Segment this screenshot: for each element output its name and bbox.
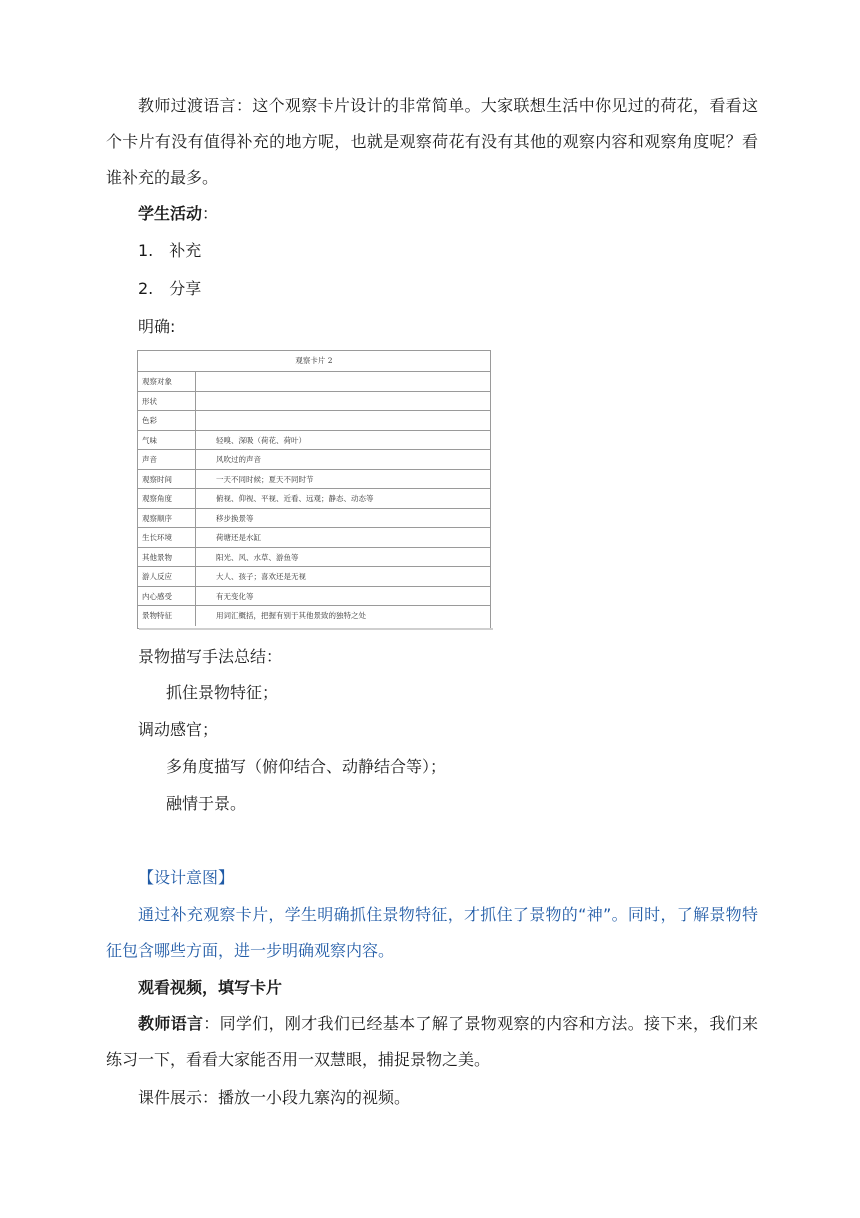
card-key: 观察顺序 <box>138 509 196 528</box>
card-shadow <box>139 628 493 630</box>
summary-item: 抓住景物特征； <box>166 683 279 702</box>
card-value: 用词汇概括，把握有别于其他景致的独特之处 <box>216 611 366 620</box>
table-row <box>138 450 490 470</box>
intro-paragraph <box>106 88 758 196</box>
card-value <box>196 372 490 391</box>
card-value: 有无变化等 <box>216 591 254 601</box>
teacher-label: 教师语言 <box>138 1014 204 1033</box>
table-row <box>138 567 490 587</box>
teacher-language-paragraph <box>106 1006 758 1078</box>
student-activity-heading: 学生活动： <box>138 204 219 223</box>
intro-label: 教师过渡语言 <box>138 96 236 115</box>
card-key: 观察角度 <box>138 489 196 508</box>
intro-text: ：这个观察卡片设计的非常简单。大家联想生活中你见过的荷花，看看这个卡片有没有值得补充的地方呢，也就是观察荷花有没有其他的观察内容和观察角度呢？看谁补充的最多。 <box>106 96 758 187</box>
card-key: 内心感受 <box>138 587 196 606</box>
card-value: 俯视、仰视、平视、近看、远观；静态、动态等 <box>216 494 374 503</box>
activity-item: 2. 分享 <box>138 279 202 298</box>
card-key: 色彩 <box>138 411 196 430</box>
card-key: 形状 <box>138 392 196 411</box>
card-value <box>196 392 490 411</box>
card-value: 阳光、风、水草、游鱼等 <box>216 552 299 562</box>
summary-item: 调动感官； <box>138 720 219 739</box>
card-value: 风吹过的声音 <box>216 455 261 464</box>
summary-item: 融情于景。 <box>166 794 247 813</box>
table-row <box>138 587 490 607</box>
table-row <box>138 606 490 626</box>
design-intent-heading: 【设计意图】 <box>138 868 235 887</box>
card-key: 生长环境 <box>138 528 196 547</box>
card-key: 其他景物 <box>138 548 196 567</box>
table-row <box>138 509 490 529</box>
card-value: 移步换景等 <box>216 513 254 523</box>
table-row <box>138 528 490 548</box>
activity-item: 1. 补充 <box>138 241 202 260</box>
summary-item: 多角度描写（俯仰结合、动静结合等）； <box>166 757 447 776</box>
table-row <box>138 372 490 392</box>
video-section-heading: 观看视频，填写卡片 <box>138 978 283 997</box>
design-intent-paragraph: 通过补充观察卡片，学生明确抓住景物特征，才抓住了景物的“神”。同时，了解景物特征包含哪些方面，进一步明确观察内容。 <box>106 905 758 960</box>
observation-card-table <box>137 350 491 629</box>
table-row <box>138 548 490 568</box>
table-row <box>138 392 490 412</box>
card-value: 轻嗅、深吸（荷花、荷叶） <box>216 435 306 445</box>
card-title: 观察卡片 2 <box>138 351 490 372</box>
card-key: 气味 <box>138 431 196 450</box>
card-value: 大人、孩子；喜欢还是无视 <box>216 572 306 581</box>
card-key: 景物特征 <box>138 606 196 626</box>
card-key: 游人反应 <box>138 567 196 586</box>
summary-heading: 景物描写手法总结： <box>138 647 283 666</box>
card-value: 荷塘还是水缸 <box>216 533 261 542</box>
clarify-label: 明确: <box>138 317 176 336</box>
table-row <box>138 411 490 431</box>
table-row <box>138 470 490 490</box>
table-row <box>138 431 490 451</box>
card-key: 声音 <box>138 450 196 469</box>
card-key: 观察对象 <box>138 372 196 391</box>
table-row <box>138 489 490 509</box>
courseware-line: 课件展示：播放一小段九寨沟的视频。 <box>138 1088 411 1107</box>
teacher-text: ：同学们，刚才我们已经基本了解了景物观察的内容和方法。接下来，我们来练习一下，看看大家能否用一双慧眼，捕捉景物之美。 <box>106 1014 758 1069</box>
card-value: 一天不同时候；夏天不同时节 <box>216 474 314 484</box>
card-key: 观察时间 <box>138 470 196 489</box>
card-value <box>196 411 490 430</box>
